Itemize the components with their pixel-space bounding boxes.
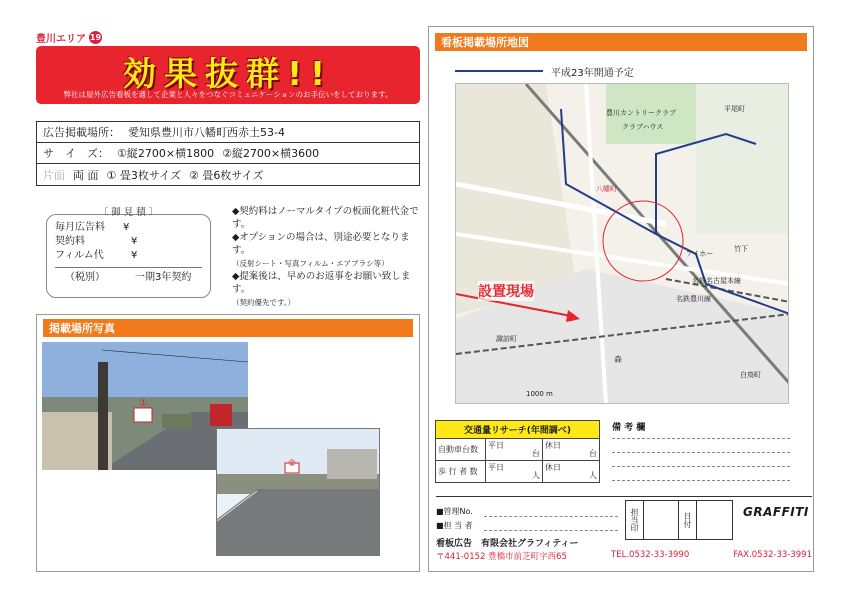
- banner-subtitle: 弊社は屋外広告看板を通して企業と人々をつなぐコミュニケーションのお手伝いをしております。: [63, 90, 393, 99]
- vehicle-count-label: 自動車台数: [436, 439, 486, 461]
- estimate-title: 〔 御 見 積 〕: [98, 207, 159, 218]
- map-place-label: 諏訪町: [496, 335, 517, 343]
- location-value: 愛知県豊川市八幡町西赤土53-4: [128, 126, 285, 139]
- location-map: [455, 83, 789, 404]
- manager-number-line: [484, 516, 618, 517]
- stamp-box: [625, 500, 733, 540]
- note-3: ◆提案後は、早めのお返事をお願い致します。: [232, 271, 411, 295]
- company-name: 看板広告 有限会社グラフィティー: [436, 539, 579, 549]
- route-legend-text: 平成23年開通予定: [551, 68, 634, 79]
- map-section-title: 看板掲載場所地図: [435, 33, 807, 51]
- vehicle-weekday-cell: 平日 台: [486, 439, 543, 461]
- route-legend-line: [455, 70, 543, 72]
- company-logo: GRAFFITI: [743, 505, 809, 519]
- remarks-title: 備 考 欄: [612, 423, 646, 433]
- estimate-monthly: 毎月広告料 ¥: [55, 222, 130, 233]
- photo-section-title: 掲載場所写真: [43, 319, 413, 337]
- pedestrian-weekday-cell: 平日 人: [486, 461, 543, 483]
- person-line: [484, 530, 618, 531]
- manager-number-label: ■管理No.: [436, 507, 473, 516]
- person-in-charge-label: ■担 当 者: [436, 521, 473, 530]
- area-tag-label: 豊川エリア: [36, 34, 86, 45]
- size-option-2: ②縦2700×横3600: [222, 147, 320, 160]
- map-place-label: 平尾町: [724, 105, 745, 113]
- photo-marker-2: ②: [288, 459, 297, 469]
- map-place-label: 名鉄豊川線: [676, 295, 711, 303]
- spec-table: [36, 121, 420, 186]
- site-location-label: 設置現場: [478, 281, 534, 301]
- size-option-1: ①縦2700×横1800: [117, 147, 215, 160]
- remark-line: [612, 480, 790, 481]
- location-label: 広告掲載場所：: [43, 126, 120, 139]
- spec-row-face: [37, 164, 419, 185]
- stamp-label-date: 日付: [679, 501, 697, 539]
- notes: [232, 205, 422, 309]
- map-scale: 1000 m: [526, 390, 553, 398]
- divider: [436, 496, 812, 497]
- tatami-option-2: ② 畳6枚サイズ: [188, 168, 264, 182]
- spec-row-location: [37, 122, 419, 143]
- traffic-research: [435, 420, 600, 483]
- photo-marker-1: ①: [139, 398, 148, 409]
- map-place-label: 豊川カントリークラブ: [606, 109, 676, 117]
- company-tel: TEL.0532-33-3990: [611, 550, 690, 560]
- spec-row-size: [37, 143, 419, 164]
- face-label: 片面: [43, 168, 65, 182]
- map-place-label: 白鳥町: [740, 371, 761, 379]
- map-place-label: 名鉄名古屋本線: [692, 277, 741, 285]
- stamp-label-staff: 担当印: [626, 501, 644, 539]
- vehicle-holiday-cell: 休日 台: [543, 439, 600, 461]
- pedestrian-count-label: 歩 行 者 数: [436, 461, 486, 483]
- remark-line: [612, 438, 790, 439]
- estimate-contract: 契約料 ¥: [55, 236, 138, 247]
- headline-banner: [36, 46, 420, 104]
- map-place-label: 森: [614, 355, 622, 364]
- estimate-box: [46, 206, 211, 298]
- contact-row: [436, 550, 812, 562]
- pedestrian-holiday-cell: 休日 人: [543, 461, 600, 483]
- company-address: 〒441-0152 豊橋市前芝町字西65: [436, 552, 567, 562]
- note-2-detail: （反射シート・写真フィルム・エアブラシ等）: [232, 259, 389, 268]
- map-place-label: クラブハウス: [622, 123, 664, 131]
- traffic-title: 交通量リサーチ(年間調べ): [436, 421, 600, 439]
- size-label: サ イ ズ：: [43, 147, 109, 160]
- banner-title: 効果抜群!!: [122, 54, 334, 93]
- remark-line: [612, 466, 790, 467]
- estimate-film: フィルム代 ¥: [55, 250, 138, 261]
- map-place-label: アイホー: [686, 250, 714, 258]
- estimate-footer: （税別） 一期3年契約: [55, 267, 202, 285]
- remark-line: [612, 452, 790, 453]
- area-tag: [36, 30, 102, 45]
- company-fax: FAX.0532-33-3991: [733, 550, 812, 560]
- site-photo-2: [216, 428, 380, 556]
- face-value: 両 面: [73, 168, 99, 182]
- map-place-label: 竹下: [734, 245, 748, 253]
- area-number-badge: 19: [89, 33, 102, 42]
- tatami-option-1: ① 畳3枚サイズ: [106, 168, 181, 182]
- note-3-detail: （契約優先です。）: [232, 298, 296, 307]
- map-place-label: 八幡町: [596, 185, 617, 193]
- note-1: ◆契約料はノーマルタイプの板面化粧代金です。: [232, 206, 419, 230]
- note-2: ◆オプションの場合は、別途必要となります。: [232, 232, 410, 256]
